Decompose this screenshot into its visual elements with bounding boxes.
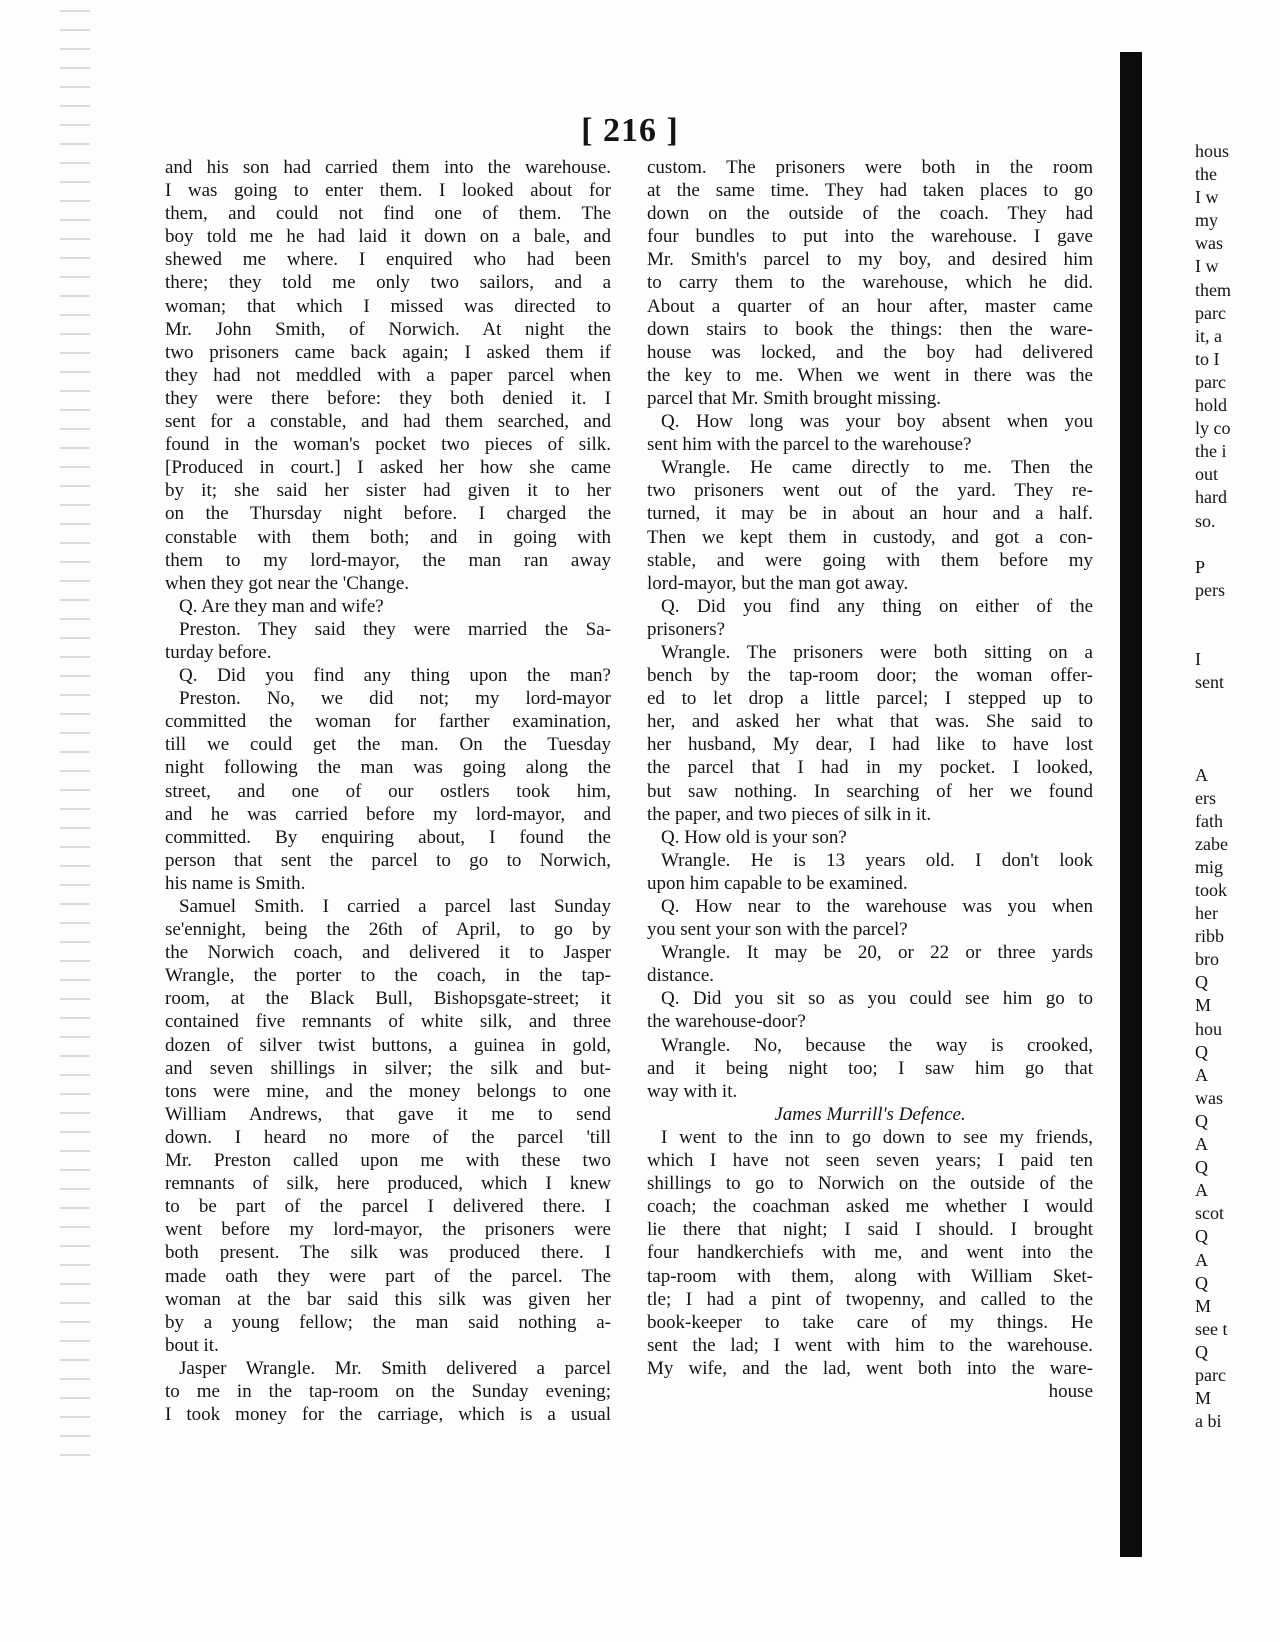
text-line: them, and could not find one of them. The <box>165 203 611 225</box>
text-line: there; they told me only two sailors, and a <box>165 272 611 294</box>
text-line: committed. By enquiring about, I found the <box>165 826 611 848</box>
text-line: Wrangle. It may be 20, or 22 or three yards <box>661 942 1093 964</box>
text-line: Wrangle. No, because the way is crooked, <box>661 1034 1093 1056</box>
text-line: Q. Did you find any thing on either of the <box>661 595 1093 617</box>
text-line: his name is Smith. <box>165 872 306 894</box>
text-line: Wrangle. The prisoners were both sitting on a <box>661 641 1093 663</box>
catchword: house <box>1048 1380 1093 1402</box>
text-line: by a young fellow; the man said nothing a- <box>165 1311 611 1333</box>
next-page-fragment: so. <box>1195 510 1216 531</box>
text-line: tle; I had a pint of twopenny, and called to the <box>647 1288 1093 1310</box>
text-line: four bundles to put into the warehouse. I gave <box>647 226 1093 248</box>
next-page-fragment: Q <box>1195 1226 1208 1247</box>
text-line: found in the woman's pocket two pieces of silk. <box>165 434 611 456</box>
next-page-fragment: hou <box>1195 1018 1222 1039</box>
text-line: se'ennight, being the 26th of April, to go by <box>165 919 611 941</box>
next-page-fragment: the i <box>1195 441 1227 462</box>
next-page-fragment: zabe <box>1195 833 1228 854</box>
text-line: made oath they were part of the parcel. The <box>165 1265 611 1287</box>
text-line: four handkerchiefs with me, and went into the <box>647 1242 1093 1264</box>
text-line: custom. The prisoners were both in the room <box>647 157 1093 178</box>
text-line: Mr. John Smith, of Norwich. At night the <box>165 318 611 340</box>
text-line: Wrangle, the porter to the coach, in the tap- <box>165 965 611 987</box>
text-line: tap-room with them, along with William Sket- <box>647 1265 1093 1287</box>
next-page-fragment: took <box>1195 880 1228 900</box>
text-line: turned, it may be in about an hour and a half. <box>647 503 1093 525</box>
text-line: down. I heard no more of the parcel 'till <box>165 1126 611 1148</box>
next-page-fragment: her <box>1195 903 1218 924</box>
text-line: person that sent the parcel to go to Norwich, <box>165 849 611 871</box>
text-line: stable, and were going with them before my <box>647 549 1093 571</box>
text-line: upon him capable to be examined. <box>647 872 908 894</box>
right-column <box>647 156 1093 1403</box>
next-page-fragment: hous <box>1195 141 1230 161</box>
text-line: I was going to enter them. I looked about for <box>165 180 611 202</box>
text-line: I took money for the carriage, which is a usual <box>165 1404 611 1426</box>
text-line: Mr. Smith's parcel to my boy, and desired him <box>647 249 1093 271</box>
binding-shadow <box>1120 52 1142 1557</box>
text-line: Q. Did you find any thing upon the man? <box>179 665 611 687</box>
text-line: to carry them to the warehouse, which he did. <box>647 272 1093 294</box>
next-page-fragment <box>1195 740 1280 763</box>
text-line: the key to me. When we went in there was the <box>647 364 1093 386</box>
next-page-fragment: parc <box>1195 1364 1226 1385</box>
text-line: [Produced in court.] I asked her how she came <box>165 457 611 479</box>
next-page-fragment: Q <box>1195 1110 1208 1131</box>
next-page-fragment: Q <box>1195 1157 1208 1178</box>
text-line: two prisoners came back again; I asked them if <box>165 341 611 363</box>
next-page-fragment: A <box>1195 1180 1208 1201</box>
next-page-fragment: was <box>1195 233 1223 254</box>
next-page-fragment <box>1195 602 1280 625</box>
text-line: but saw nothing. In searching of her we found <box>647 780 1093 802</box>
text-line: Q. Did you sit so as you could see him go to <box>661 988 1093 1010</box>
text-line: woman at the bar said this silk was given her <box>165 1288 611 1310</box>
next-page-fragment: pers <box>1195 579 1225 600</box>
text-line: constable with them both; and in going with <box>165 526 611 548</box>
text-line: Preston. No, we did not; my lord-mayor <box>179 688 611 710</box>
text-line: prisoners? <box>647 618 726 640</box>
text-line: and seven shillings in silver; the silk and but- <box>165 1057 611 1079</box>
next-page-fragment: sent <box>1195 672 1224 693</box>
text-line: I went to the inn to go down to see my friends, <box>661 1126 1093 1148</box>
text-line: both present. The silk was produced there. I <box>165 1242 611 1264</box>
text-line: Q. How old is your son? <box>661 826 847 848</box>
next-page-fragment: ribb <box>1195 926 1224 947</box>
next-page-fragment: mig <box>1195 856 1224 877</box>
text-line: house was locked, and the boy had delivered <box>647 341 1093 363</box>
text-line: sent for a constable, and had them searched, and <box>165 411 611 433</box>
next-page-fragment: it, a <box>1195 325 1222 346</box>
next-page-fragment: the <box>1195 164 1217 185</box>
text-line: ed to let drop a little parcel; I stepped up to <box>647 688 1093 710</box>
next-page-fragment: hold <box>1195 395 1228 416</box>
next-page-fragment: ly co <box>1195 418 1231 439</box>
text-line: sent him with the parcel to the warehouse? <box>647 434 972 456</box>
next-page-fragment: A <box>1195 1249 1208 1270</box>
text-line: her, and asked her what that was. She said to <box>647 711 1093 733</box>
text-line: Q. How near to the warehouse was you when <box>661 896 1093 917</box>
next-page-fragment: parc <box>1195 371 1226 392</box>
text-line: William Andrews, that gave it me to send <box>165 1103 611 1125</box>
text-line: Q. Are they man and wife? <box>179 595 384 617</box>
text-line: boy told me he had laid it down on a bale, and <box>165 226 611 248</box>
text-line: parcel that Mr. Smith brought missing. <box>647 387 941 409</box>
text-line: woman; that which I missed was directed to <box>165 295 611 317</box>
text-line: by it; she said her sister had given it to her <box>165 480 611 502</box>
text-line: Q. How long was your boy absent when you <box>661 411 1093 433</box>
next-page-fragment: Q <box>1195 972 1208 993</box>
next-page-fragment: I w <box>1195 256 1219 277</box>
text-line: which I have not seen seven years; I paid ten <box>647 1150 1093 1172</box>
next-page-fragment: Q <box>1195 1041 1208 1062</box>
text-line: the Norwich coach, and delivered it to Jasper <box>165 942 611 964</box>
next-page-fragment: A <box>1195 1064 1208 1085</box>
next-page-fragment: fath <box>1195 810 1223 831</box>
margin-specks <box>60 10 90 1470</box>
text-line: Then we kept them in custody, and got a con- <box>647 526 1093 548</box>
text-line: contained five remnants of white silk, and three <box>165 1011 611 1033</box>
next-page-fragment: A <box>1195 764 1208 785</box>
next-page-fragment: Q <box>1195 1341 1208 1362</box>
next-page-fragment <box>1195 717 1280 740</box>
next-page-fragment: Q <box>1195 1272 1208 1293</box>
text-line: About a quarter of an hour after, master came <box>647 295 1093 317</box>
text-line: book-keeper to take care of my things. He <box>647 1311 1093 1333</box>
section-heading: James Murrill's Defence. <box>774 1103 966 1125</box>
text-line: distance. <box>647 965 715 987</box>
next-page-fragment <box>1195 625 1280 648</box>
text-line: night following the man was going along the <box>165 757 611 779</box>
next-page-fragment: I <box>1195 649 1201 670</box>
text-line: dozen of silver twist buttons, a guinea in gold, <box>165 1034 611 1056</box>
text-line: they had not meddled with a paper parcel when <box>165 364 611 386</box>
text-line: down stairs to book the things: then the ware- <box>647 318 1093 340</box>
text-line: them to my lord-mayor, the man ran away <box>165 549 611 571</box>
text-line: shewed me where. I enquired who had been <box>165 249 611 271</box>
text-line: to be part of the parcel I delivered there. I <box>165 1196 611 1218</box>
next-page-fragment: I w <box>1195 187 1219 208</box>
text-line: Wrangle. He is 13 years old. I don't look <box>661 849 1093 871</box>
text-line: room, at the Black Bull, Bishopsgate-street; it <box>165 988 611 1010</box>
next-page-fragment: hard <box>1195 487 1227 508</box>
text-line: Wrangle. He came directly to me. Then the <box>661 457 1093 479</box>
text-line: coach; the coachman asked me whether I would <box>647 1196 1093 1218</box>
next-page-fragment: my <box>1195 210 1219 231</box>
text-line: they were there before: they both denied it. I <box>165 387 611 409</box>
text-line: you sent your son with the parcel? <box>647 919 908 941</box>
text-line: street, and one of our ostlers took him, <box>165 780 611 802</box>
text-line: the parcel that I had in my pocket. I looked, <box>647 757 1093 779</box>
text-line: bout it. <box>165 1334 219 1356</box>
next-page-fragment: bro <box>1195 949 1219 970</box>
text-line: till we could get the man. On the Tuesday <box>165 734 611 756</box>
text-line: lord-mayor, but the man got away. <box>647 572 909 594</box>
text-line: tons were mine, and the money belongs to one <box>165 1080 611 1102</box>
text-line: on the Thursday night before. I charged the <box>165 503 611 525</box>
next-page-fragment <box>1195 694 1280 717</box>
text-line: the paper, and two pieces of silk in it. <box>647 803 932 825</box>
text-line: the warehouse-door? <box>647 1011 806 1033</box>
next-page-fragment: to I <box>1195 348 1220 369</box>
next-page-fragment: M <box>1195 1388 1212 1409</box>
text-line: Samuel Smith. I carried a parcel last Sunday <box>179 896 611 917</box>
next-page-fragment <box>1195 533 1280 556</box>
text-line: Jasper Wrangle. Mr. Smith delivered a parcel <box>179 1357 611 1379</box>
next-page-fragment: them <box>1195 279 1231 300</box>
text-line: remnants of silk, here produced, which I knew <box>165 1173 611 1195</box>
text-line: turday before. <box>165 641 272 663</box>
text-line: and his son had carried them into the warehouse. <box>165 157 611 178</box>
left-column <box>165 156 611 1426</box>
next-page-edge <box>1195 140 1280 1433</box>
next-page-fragment: parc <box>1195 302 1226 323</box>
text-line: committed the woman for farther examination, <box>165 711 611 733</box>
next-page-fragment: ers <box>1195 787 1216 808</box>
next-page-fragment: M <box>1195 1295 1212 1316</box>
text-line: shillings to go to Norwich on the outside of the <box>647 1173 1093 1195</box>
next-page-fragment: P <box>1195 556 1206 577</box>
text-line: at the same time. They had taken places to go <box>647 180 1093 202</box>
text-line: Preston. They said they were married the Sa- <box>179 618 611 640</box>
text-line: Mr. Preston called upon me with these two <box>165 1150 611 1172</box>
text-line: and it being night too; I saw him go that <box>647 1057 1093 1079</box>
text-line: two prisoners went out of the yard. They re- <box>647 480 1093 502</box>
next-page-fragment: A <box>1195 1134 1208 1155</box>
next-page-fragment: scot <box>1195 1203 1224 1224</box>
text-line: My wife, and the lad, went both into the ware- <box>647 1357 1093 1379</box>
text-line: bench by the tap-room door; the woman offer- <box>647 665 1093 687</box>
next-page-fragment: out <box>1195 464 1219 485</box>
next-page-fragment: a bi <box>1195 1411 1222 1432</box>
next-page-fragment: see t <box>1195 1318 1228 1339</box>
text-line: sent the lad; I went with him to the warehouse. <box>647 1334 1093 1356</box>
text-line: her husband, My dear, I had like to have lost <box>647 734 1093 756</box>
text-line: down on the outside of the coach. They had <box>647 203 1093 225</box>
text-line: lie there that night; I said I should. I brought <box>647 1219 1093 1241</box>
text-line: went before my lord-mayor, the prisoners were <box>165 1219 611 1241</box>
next-page-fragment: was <box>1195 1087 1223 1108</box>
text-line: to me in the tap-room on the Sunday evening; <box>165 1380 611 1402</box>
text-line: and he was carried before my lord-mayor, and <box>165 803 611 825</box>
page-number: [ 216 ] <box>581 112 679 149</box>
text-line: when they got near the 'Change. <box>165 572 410 594</box>
next-page-fragment: M <box>1195 995 1212 1016</box>
text-line: way with it. <box>647 1080 738 1102</box>
